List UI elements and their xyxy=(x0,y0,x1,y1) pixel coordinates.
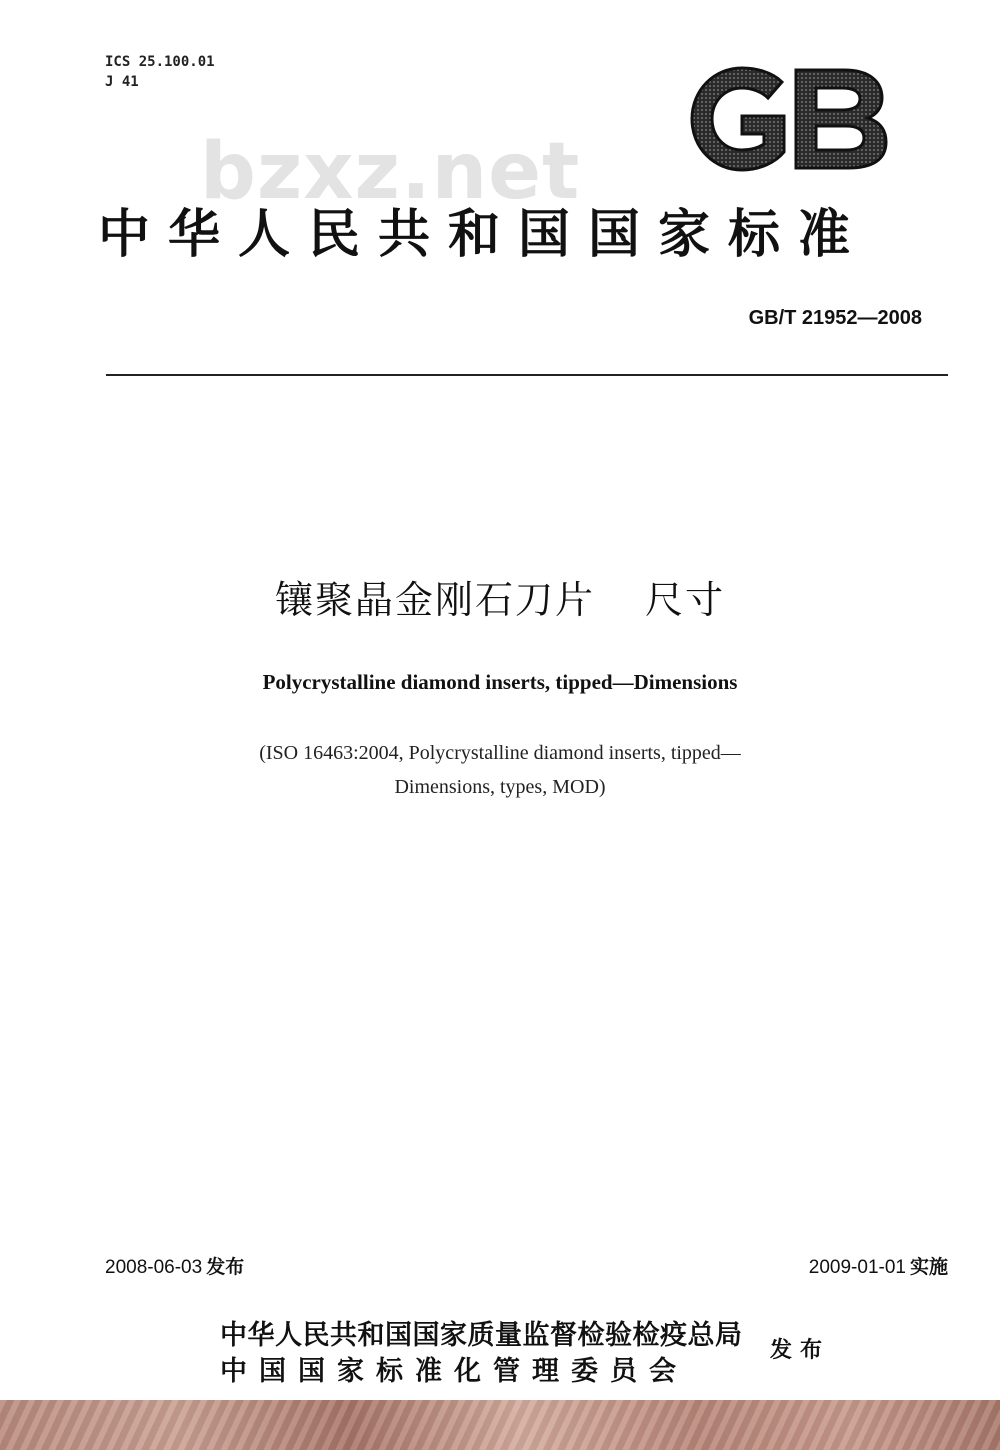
issue-date-value: 2008-06-03 xyxy=(105,1257,203,1278)
implementation-date xyxy=(809,1254,948,1281)
issuer-sac: 中国国家标准化管理委员会 xyxy=(220,1356,688,1387)
gb-logo xyxy=(684,60,894,178)
national-standard-title: 中华人民共和国国家标准 xyxy=(98,205,869,265)
standard-code: GB/T 21952—2008 xyxy=(748,307,922,329)
release-label: 发布 xyxy=(770,1338,831,1363)
iso-reference-line-1: (ISO 16463:2004, Polycrystalline diamond inserts, tipped— xyxy=(259,742,741,764)
chinese-title-sub: 尺寸 xyxy=(645,578,726,622)
issue-date xyxy=(105,1254,244,1281)
watermark-text: bzxz.net xyxy=(200,127,581,217)
iso-reference xyxy=(0,736,1000,804)
classification-codes xyxy=(105,52,215,92)
implementation-date-label: 实施 xyxy=(909,1256,948,1278)
iso-reference-line-2: Dimensions, types, MOD) xyxy=(394,776,606,798)
implementation-date-value: 2009-01-01 xyxy=(808,1257,906,1278)
background-texture xyxy=(0,1400,1000,1450)
header-divider xyxy=(106,374,948,376)
ccs-code: J 41 xyxy=(105,74,139,90)
chinese-title-main: 镶聚晶金刚石刀片 xyxy=(274,578,595,622)
ics-code: ICS 25.100.01 xyxy=(105,54,215,70)
issuer-aqsiq: 中华人民共和国国家质量监督检验检疫总局 xyxy=(220,1320,743,1351)
issue-date-label: 发布 xyxy=(206,1256,245,1278)
english-title: Polycrystalline diamond inserts, tipped—Dimensions xyxy=(262,670,738,694)
chinese-title xyxy=(0,574,1000,626)
issuing-organizations xyxy=(220,1318,760,1390)
